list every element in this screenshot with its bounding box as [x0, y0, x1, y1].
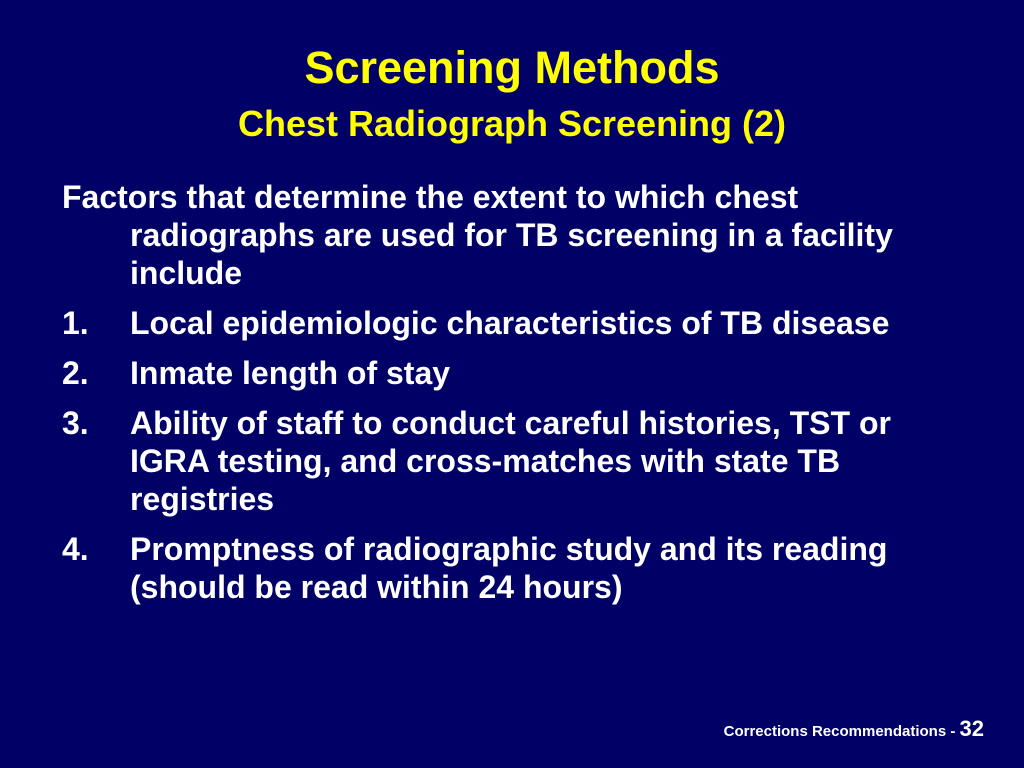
list-item-number: 3. [62, 405, 89, 441]
list-item-number: 4. [62, 531, 89, 567]
list-item [62, 354, 962, 392]
list-item-text: Ability of staff to conduct careful histories, TST or IGRA testing, and cross-matches with state TB registries [130, 405, 891, 517]
slide-footer [724, 717, 984, 744]
slide-body [62, 178, 962, 618]
list-item [62, 404, 962, 518]
list-item [62, 304, 962, 342]
footer-label: Corrections Recommendations - [723, 723, 960, 740]
page-number: 32 [959, 716, 984, 741]
slide-subtitle: Chest Radiograph Screening (2) [237, 103, 787, 144]
list-item-text: Inmate length of stay [130, 355, 451, 391]
list-item-text: Promptness of radiographic study and its reading (should be read within 24 hours) [130, 531, 888, 605]
list-item-text: Local epidemiologic characteristics of TB disease [130, 305, 890, 341]
intro-text: Factors that determine the extent to which chest radiographs are used for TB screening in a facility include [62, 179, 893, 291]
list-item [62, 530, 962, 606]
list-item-number: 1. [62, 305, 89, 341]
list-item-number: 2. [62, 355, 89, 391]
slide-title: Screening Methods [304, 42, 720, 93]
